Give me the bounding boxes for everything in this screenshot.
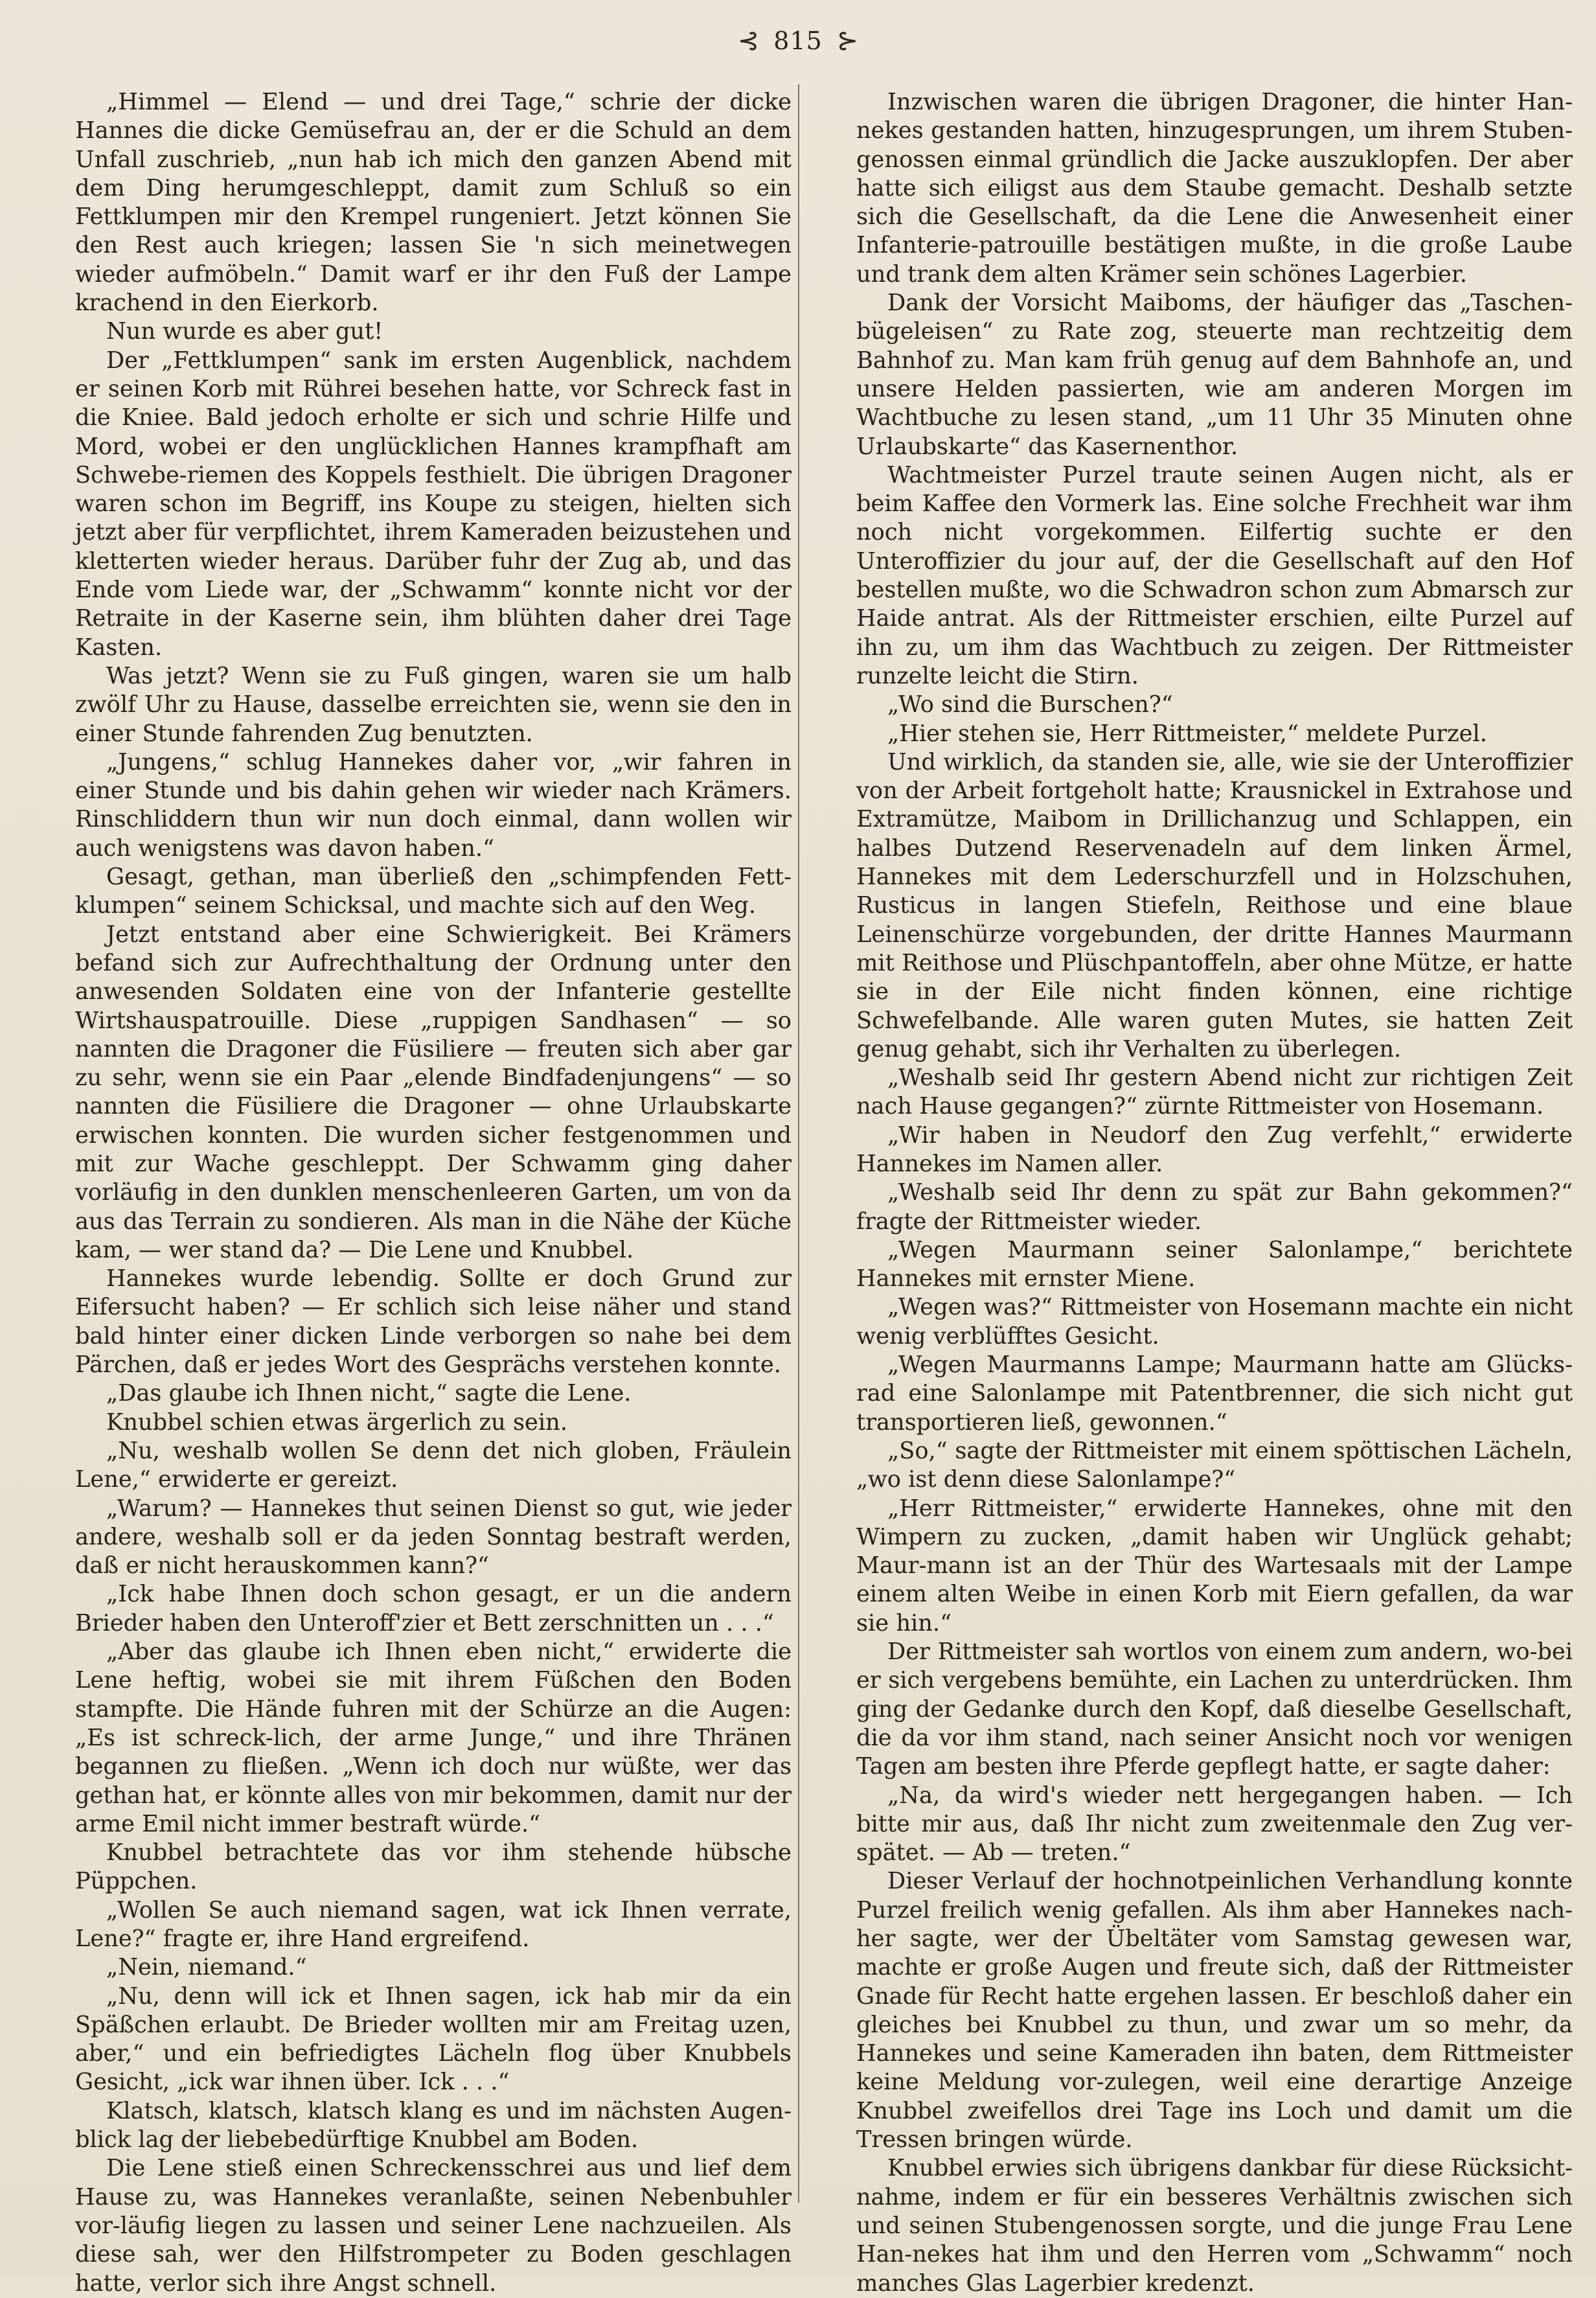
column-divider	[798, 84, 799, 2203]
paragraph: „Wo sind die Burschen?“	[887, 691, 1173, 718]
right-column	[856, 88, 1573, 2298]
paragraph: „Jungens,“ schlug Hannekes daher vor, „wir fahren in einer Stunde und bis dahin gehen wir wieder nach Krämers. Rinschliddern thun wir nun doch einmal, dann wollen wir auch wenigstens was davon haben.“	[75, 748, 792, 862]
paragraph: Wachtmeister Purzel traute seinen Augen nicht, als er beim Kaffee den Vormerk las. Eine solche Frechheit war ihm noch nicht vorgekommen. Eilfertig suchte er den Unteroffizier du jour auf, der die Gesellschaft auf den Hof bestellen mußte, wo die Schwadron schon zum Abmarsch zur Haide antrat. Als der Rittmeister erschien, eilte Purzel auf ihn zu, um ihm das Wachtbuch zu zeigen. Der Rittmeister runzelte leicht die Stirn.	[856, 461, 1573, 689]
paragraph: „Herr Rittmeister,“ erwiderte Hannekes, ohne mit den Wimpern zu zucken, „damit haben wir Unglück gehabt; Maur-mann ist an der Thür des Wartesaals mit der Lampe einem alten Weibe in einen Korb mit Eiern gefallen, da war sie hin.“	[856, 1495, 1573, 1637]
page-header	[0, 18, 1596, 63]
paragraph: „So,“ sagte der Rittmeister mit einem spöttischen Lächeln, „wo ist denn diese Salonlampe?“	[856, 1437, 1573, 1493]
paragraph: „Himmel — Elend — und drei Tage,“ schrie der dicke Hannes die dicke Gemüsefrau an, der er die Schuld an dem Unfall zuschrieb, „nun hab ich mich den ganzen Abend mit dem Ding herumgeschleppt, damit zum Schluß so ein Fettklumpen mir den Krempel rungeniert. Jetzt können Sie den Rest auch kriegen; lassen Sie 'n sich meinetwegen wieder aufmöbeln.“ Damit warf er ihr den Fuß der Lampe krachend in den Eierkorb.	[75, 89, 792, 317]
paragraph: „Ick habe Ihnen doch schon gesagt, er un die andern Brieder haben den Unteroff'zier et Bett zerschnitten un . . .“	[75, 1581, 792, 1637]
paragraph: „Wegen Maurmann seiner Salonlampe,“ berichtete Hannekes mit ernster Miene.	[856, 1236, 1573, 1293]
paragraph: Und wirklich, da standen sie, alle, wie sie der Unteroffizier von der Arbeit fortgeholt hatte; Krausnickel in Extrahose und Extramütze, Maibom in Drillichanzug und Schlappen, ein halbes Dutzend Reservenadeln auf dem linken Ärmel, Hannekes mit dem Lederschurzfell und in Holzschuhen, Rusticus in langen Stiefeln, Reithose und eine blaue Leinenschürze vorgebunden, der dritte Hannes Maurmann mit Reithose und Plüschpantoffeln, aber ohne Mütze, er hatte sie in der Eile nicht finden können, eine richtige Schwefelbande. Alle waren guten Mutes, sie hatten Zeit genug gehabt, sich ihr Verhalten zu überlegen.	[856, 748, 1573, 1063]
paragraph: Jetzt entstand aber eine Schwierigkeit. Bei Krämers befand sich zur Aufrechthaltung der Ordnung unter den anwesenden Soldaten eine von der Infanterie gestellte Wirtshauspatrouille. Diese „ruppigen Sandhasen“ — so nannten die Dragoner die Füsiliere — freuten sich aber gar zu sehr, wenn sie ein Paar „elende Bindfadenjungens“ — so nannten die Füsiliere die Dragoner — ohne Urlaubskarte erwischen konnten. Die wurden sicher festgenommen und mit zur Wache geschleppt. Der Schwamm ging daher vorläufig in den dunklen menschenleeren Garten, um von da aus das Terrain zu sondieren. Als man in die Nähe der Küche kam, — wer stand da? — Die Lene und Knubbel.	[75, 921, 792, 1263]
left-column	[75, 88, 792, 2298]
paragraph: Der „Fettklumpen“ sank im ersten Augenblick, nachdem er seinen Korb mit Rührei besehen hatte, vor Schreck fast in die Kniee. Bald jedoch erholte er sich und schrie Hilfe und Mord, wobei er den unglücklichen Hannes krampfhaft am Schwebe-riemen des Koppels festhielt. Die übrigen Dragoner waren schon im Begriff, ins Koupe zu steigen, hielten sich jetzt aber für verpflichtet, ihrem Kameraden beizustehen und kletterten wieder heraus. Darüber fuhr der Zug ab, und das Ende vom Liede war, der „Schwamm“ konnte nicht vor der Retraite in der Kaserne sein, ihm blühten daher drei Tage Kasten.	[75, 347, 792, 661]
paragraph: „Wollen Se auch niemand sagen, wat ick Ihnen verrate, Lene?“ fragte er, ihre Hand ergreifend.	[75, 1896, 792, 1952]
paragraph: Inzwischen waren die übrigen Dragoner, die hinter Han-nekes gestanden hatten, hinzugesprungen, um ihrem Stuben-genossen einmal gründlich die Jacke auszuklopfen. Der aber hatte sich eiligst aus dem Staube gemacht. Deshalb setzte sich die Gesellschaft, da die Lene die Anwesenheit einer Infanterie-patrouille bestätigen mußte, in die große Laube und trank dem alten Krämer sein schönes Lagerbier.	[856, 89, 1573, 288]
paragraph: „Weshalb seid Ihr gestern Abend nicht zur richtigen Zeit nach Hause gegangen?“ zürnte Rittmeister von Hosemann.	[856, 1064, 1573, 1120]
paragraph: Der Rittmeister sah wortlos von einem zum andern, wo-bei er sich vergebens bemühte, ein Lachen zu unterdrücken. Ihm ging der Gedanke durch den Kopf, daß dieselbe Gesellschaft, die da vor ihm stand, nach seiner Ansicht noch vor wenigen Tagen am besten ihre Pferde gepflegt hatte, er sagte daher:	[856, 1638, 1573, 1780]
paragraph: „Na, da wird's wieder nett hergegangen haben. — Ich bitte mir aus, daß Ihr nicht zum zweitenmale den Zug ver-spätet. — Ab — treten.“	[856, 1782, 1573, 1867]
paragraph: „Hier stehen sie, Herr Rittmeister,“ meldete Purzel.	[887, 720, 1487, 747]
paragraph: Dank der Vorsicht Maiboms, der häufiger das „Taschen-bügeleisen“ zu Rate zog, steuerte man rechtzeitig dem Bahnhof zu. Man kam früh genug auf dem Bahnhofe an, und unsere Helden passierten, wie am anderen Morgen im Wachtbuche zu lesen stand, „um 11 Uhr 35 Minuten ohne Urlaubskarte“ das Kasernenthor.	[856, 290, 1573, 460]
ornament-right-icon: ⊱	[836, 26, 859, 56]
paragraph: „Warum? — Hannekes thut seinen Dienst so gut, wie jeder andere, weshalb soll er da jeden Sonntag bestraft werden, daß er nicht herauskommen kann?“	[75, 1495, 792, 1580]
paragraph: Dieser Verlauf der hochnotpeinlichen Verhandlung konnte Purzel freilich wenig gefallen. Als ihm aber Hannekes nach-her sagte, wer der Übeltäter vom Samstag gewesen war, machte er große Augen und freute sich, daß der Rittmeister Gnade für Recht hatte ergehen lassen. Er beschloß daher ein gleiches bei Knubbel zu thun, und zwar um so mehr, da Hannekes und seine Kameraden ihn baten, dem Rittmeister keine Meldung vor-zulegen, weil eine derartige Anzeige Knubbel zweifellos drei Tage ins Loch und damit um die Tressen bringen würde.	[856, 1868, 1573, 2154]
paragraph: Hannekes wurde lebendig. Sollte er doch Grund zur Eifersucht haben? — Er schlich sich leise näher und stand bald hinter einer dicken Linde verborgen so nahe bei dem Pärchen, daß er jedes Wort des Gesprächs verstehen konnte.	[75, 1265, 792, 1379]
paragraph: „Nu, denn will ick et Ihnen sagen, ick hab mir da ein Späßchen erlaubt. De Brieder wollten mir am Freitag uzen, aber,“ und ein befriedigtes Lächeln flog über Knubbels Gesicht, „ick war ihnen über. Ick . . .“	[75, 1982, 792, 2096]
page-number: 815	[773, 27, 823, 55]
paragraph: „Wegen Maurmanns Lampe; Maurmann hatte am Glücks-rad eine Salonlampe mit Patentbrenner, die sich nicht gut transportieren ließ, gewonnen.“	[856, 1351, 1573, 1436]
paragraph: „Wegen was?“ Rittmeister von Hosemann machte ein nicht wenig verblüfftes Gesicht.	[856, 1294, 1573, 1350]
paragraph: „Das glaube ich Ihnen nicht,“ sagte die Lene.	[106, 1380, 632, 1407]
paragraph: Nun wurde es aber gut!	[106, 318, 383, 345]
paragraph: „Nu, weshalb wollen Se denn det nich globen, Fräulein Lene,“ erwiderte er gereizt.	[75, 1437, 792, 1493]
paragraph: Gesagt, gethan, man überließ den „schimpfenden Fett-klumpen“ seinem Schicksal, und machte sich auf den Weg.	[75, 864, 792, 919]
paragraph: Knubbel erwies sich übrigens dankbar für diese Rücksicht-nahme, indem er für ein besseres Verhältnis zwischen sich und seinen Stubengenossen sorgte, und die junge Frau Lene Han-nekes hat ihm und den Herren vom „Schwamm“ noch manches Glas Lagerbier kredenzt.	[856, 2155, 1573, 2297]
paragraph: Die Lene stieß einen Schreckensschrei aus und lief dem Hause zu, was Hannekes veranlaßte, seinen Nebenbuhler vor-läufig liegen zu lassen und seiner Lene nachzueilen. Als diese sah, wer den Hilfstrompeter zu Boden geschlagen hatte, verlor sich ihre Angst schnell.	[75, 2155, 792, 2297]
paragraph: Klatsch, klatsch, klatsch klang es und im nächsten Augen-blick lag der liebebedürftige Knubbel am Boden.	[75, 2097, 792, 2154]
paragraph: Was jetzt? Wenn sie zu Fuß gingen, waren sie um halb zwölf Uhr zu Hause, dasselbe erreichten sie, wenn sie den in einer Stunde fahrenden Zug benutzten.	[75, 662, 792, 747]
paragraph: „Nein, niemand.“	[106, 1954, 307, 1981]
paragraph: „Weshalb seid Ihr denn zu spät zur Bahn gekommen?“ fragte der Rittmeister wieder.	[856, 1179, 1573, 1235]
paragraph: „Aber das glaube ich Ihnen eben nicht,“ erwiderte die Lene heftig, wobei sie mit ihrem Füßchen den Boden stampfte. Die Hände fuhren mit der Schürze an die Augen: „Es ist schreck-lich, der arme Junge,“ und ihre Thränen begannen zu fließen. „Wenn ich doch nur wüßte, wer das gethan hat, er könnte alles von mir bekommen, damit nur der arme Emil nicht immer bestraft würde.“	[75, 1638, 792, 1837]
ornament-left-icon: ⊰	[737, 26, 760, 56]
paragraph: Knubbel schien etwas ärgerlich zu sein.	[106, 1408, 567, 1436]
paragraph: „Wir haben in Neudorf den Zug verfehlt,“ erwiderte Hannekes im Namen aller.	[856, 1121, 1573, 1177]
paragraph: Knubbel betrachtete das vor ihm stehende hübsche Püppchen.	[75, 1839, 792, 1895]
